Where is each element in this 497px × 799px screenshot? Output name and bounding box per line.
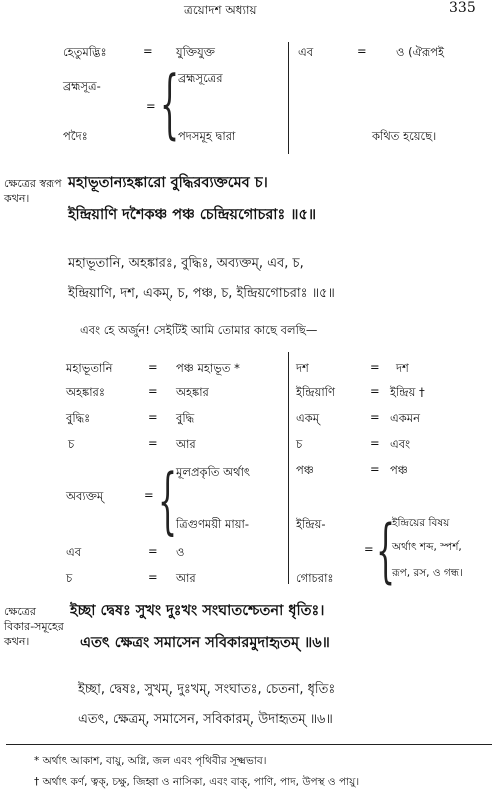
gloss-term: চ bbox=[296, 437, 303, 451]
gloss-meaning: ইন্দ্রিয়ের বিষয় bbox=[392, 517, 450, 529]
side-note: ক্ষেত্রের স্বরূপ কথন। bbox=[4, 177, 62, 205]
gloss-term: একম্ bbox=[296, 411, 320, 425]
gloss-equals: = bbox=[148, 410, 158, 424]
gloss-equals: = bbox=[144, 488, 154, 502]
verse-line: ইন্দ্রিয়াণি দশৈকঞ্চ পঞ্চ চেন্দ্রিয়গোচরাঃ ॥৫॥ bbox=[68, 207, 317, 223]
gloss-meaning: ও bbox=[176, 545, 185, 559]
footnote-rule bbox=[6, 744, 492, 745]
gloss-term: পদৈঃ bbox=[63, 129, 88, 143]
column-divider bbox=[288, 352, 289, 584]
word-split-line: এতৎ, ক্ষেত্রম্, সমাসেন, সবিকারম্, উদাহৃতম্ ॥৬॥ bbox=[78, 712, 333, 727]
gloss-meaning: আর bbox=[176, 571, 196, 585]
gloss-term: ইন্দ্রিয়াণি bbox=[296, 385, 335, 399]
gloss-meaning: এবং bbox=[390, 437, 411, 451]
gloss-equals: = bbox=[357, 44, 367, 58]
gloss-meaning: যুক্তিযুক্ত bbox=[176, 45, 215, 59]
gloss-meaning: ব্রহ্মসূত্রের bbox=[178, 71, 223, 85]
gloss-term: গোচরাঃ bbox=[296, 571, 334, 585]
running-head: ত্রয়োদশ অধ্যায় bbox=[184, 3, 257, 17]
gloss-equals: = bbox=[148, 544, 158, 558]
gloss-meaning: দশ bbox=[396, 361, 409, 375]
column-divider bbox=[288, 42, 289, 154]
gloss-term: চ bbox=[66, 571, 73, 585]
gloss-equals: = bbox=[370, 410, 380, 424]
verse-line: এতৎ ক্ষেত্রং সমাসেন সবিকারমুদাহৃতম্ ॥৬॥ bbox=[80, 635, 330, 651]
gloss-equals: = bbox=[148, 384, 158, 398]
intro-line: এবং হে অর্জুন! সেইটিই আমি তোমার কাছে বলছি— bbox=[80, 323, 318, 337]
footnote: * অর্থাৎ আকাশ, বায়ু, অগ্নি, জল এবং পৃথিবীর সূক্ষ্মভাব। bbox=[34, 755, 267, 767]
word-split-line: মহাভূতানি, অহঙ্কারঃ, বুদ্ধিঃ, অব্যক্তম্, এব, চ, bbox=[68, 256, 304, 271]
gloss-meaning: ইন্দ্রিয় † bbox=[390, 385, 425, 399]
gloss-term: হেতুমদ্ভিঃ bbox=[63, 45, 107, 59]
gloss-meaning: পদসমূহ দ্বারা bbox=[178, 129, 236, 143]
gloss-equals: = bbox=[148, 436, 158, 450]
page-number: 335 bbox=[449, 0, 476, 16]
gloss-meaning: একমন bbox=[390, 411, 421, 425]
gloss-equals: = bbox=[146, 99, 156, 113]
gloss-term: বুদ্ধিঃ bbox=[66, 411, 91, 425]
gloss-equals: = bbox=[370, 436, 380, 450]
gloss-meaning: অর্থাৎ শব্দ, স্পর্শ, bbox=[392, 541, 462, 553]
gloss-equals: = bbox=[370, 384, 380, 398]
gloss-term: পঞ্চ bbox=[296, 463, 314, 477]
gloss-term: অব্যক্তম্ bbox=[66, 489, 104, 503]
gloss-term: ইন্দ্রিয়- bbox=[296, 517, 326, 531]
gloss-term: ব্রহ্মসূত্র- bbox=[63, 79, 101, 93]
gloss-equals: = bbox=[143, 44, 153, 58]
gloss-term: মহাভূতানি bbox=[66, 361, 113, 375]
side-note: ক্ষেত্রের বিকার-সমূহের কথন। bbox=[4, 605, 64, 648]
gloss-equals: = bbox=[148, 570, 158, 584]
gloss-meaning: পঞ্চ bbox=[390, 463, 408, 477]
footnote: † অর্থাৎ কর্ণ, ত্বক্, চক্ষু, জিহ্বা ও নাসিকা, এবং বাক্, পাণি, পাদ, উপস্থ ও পায়ু। bbox=[34, 776, 360, 788]
word-split-line: ইন্দ্রিয়াণি, দশ, একম্, চ, পঞ্চ, চ, ইন্দ্রিয়গোচরাঃ ॥৫॥ bbox=[68, 286, 335, 301]
gloss-equals: = bbox=[148, 360, 158, 374]
gloss-meaning: আর bbox=[176, 437, 196, 451]
word-split-line: ইচ্ছা, দ্বেষঃ, সুখম্, দুঃখম্, সংঘাতঃ, চেতনা, ধৃতিঃ bbox=[78, 682, 336, 697]
gloss-meaning: ও (ঐরূপই bbox=[396, 45, 445, 59]
curly-brace-icon: { bbox=[160, 62, 180, 150]
gloss-meaning: অহঙ্কার bbox=[176, 385, 209, 399]
gloss-term: এব bbox=[298, 45, 314, 59]
verse-line: মহাভূতান্যহঙ্কারো বুদ্ধিরব্যক্তমেব চ। bbox=[68, 175, 268, 191]
gloss-meaning: ত্রিগুণময়ী মায়া- bbox=[176, 517, 249, 531]
gloss-equals: = bbox=[370, 462, 380, 476]
gloss-term: এব bbox=[66, 545, 82, 559]
gloss-equals: = bbox=[370, 360, 380, 374]
gloss-meaning: কথিত হয়েছে। bbox=[372, 129, 437, 143]
gloss-meaning: মূলপ্রকৃতি অর্থাৎ bbox=[176, 465, 251, 479]
gloss-equals: = bbox=[364, 542, 374, 556]
curly-brace-icon: { bbox=[376, 512, 396, 593]
gloss-meaning: রূপ, রস, ও গন্ধ। bbox=[392, 567, 463, 579]
gloss-term: চ bbox=[68, 437, 75, 451]
curly-brace-icon: { bbox=[158, 460, 178, 544]
verse-line: ইচ্ছা দ্বেষঃ সুখং দুঃখং সংঘাতশ্চেতনা ধৃতিঃ। bbox=[70, 603, 325, 619]
gloss-meaning: বুদ্ধি bbox=[176, 411, 195, 425]
gloss-term: অহঙ্কারঃ bbox=[66, 385, 105, 399]
gloss-term: দশ bbox=[296, 361, 309, 375]
gloss-meaning: পঞ্চ মহাভূত * bbox=[176, 361, 240, 375]
